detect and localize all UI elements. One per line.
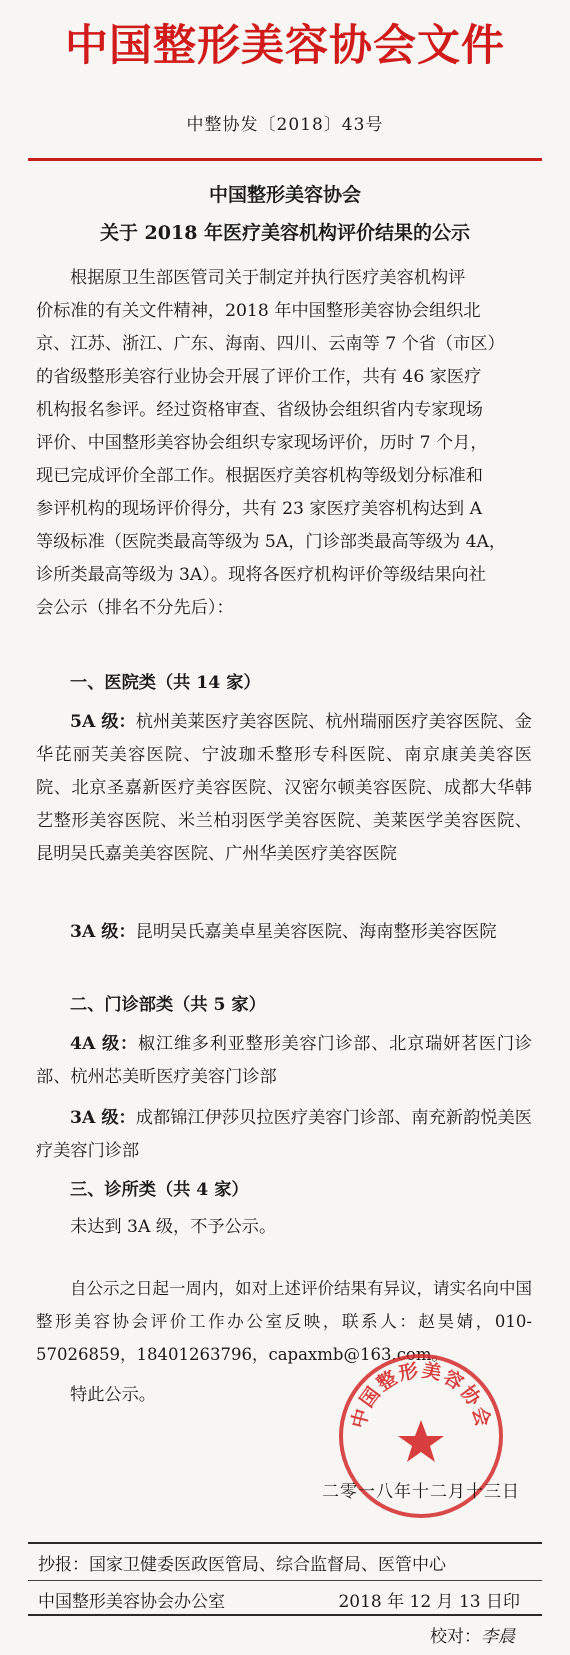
notice-title-line1: 中国整形美容协会 [208,184,361,206]
intro-line: 机构报名参评。经过资格审查、省级协会组织省内专家现场 [36,400,483,420]
intro-line: 会公示（排名不分先后）： [36,598,234,618]
issuing-office: 中国整形美容协会办公室 [38,1592,225,1612]
proof-name: 李晨 [481,1627,515,1647]
clinics-3a-list [36,1102,532,1168]
hospitals-5a-list [36,706,532,871]
grade-3a-label: 3A 级： [70,1108,136,1128]
notice-date: 二零一八年十二月十三日 [322,1482,520,1502]
grade-5a-text: 杭州美莱医疗美容医院、杭州瑞丽医疗美容医院、金华芘丽芙美容医院、宁波珈禾整形专科医院、南京康美美容医院、北京圣嘉新医疗美容医院、汉密尔顿美容医院、成都大华韩艺整形美容医院、米兰柏羽医学美容医院、美莱医学美容医院、昆明吴氏嘉美美容医院、广州华美医疗美容医院 [36,712,532,864]
intro-line: 评价、中国整形美容协会组织专家现场评价，历时 7 个月， [36,433,488,453]
intro-line: 的省级整形美容行业协会开展了评价工作，共有 46 家医疗 [36,367,482,387]
grade-4a-label: 4A 级： [70,1034,138,1054]
intro-line: 现已完成评价全部工作。根据医疗美容机构等级划分标准和 [36,466,483,486]
intro-paragraph [36,262,532,625]
print-date: 2018 年 12 月 13 日印 [338,1592,520,1612]
intro-line: 京、江苏、浙江、广东、海南、四川、云南等 7 个省（市区） [36,334,505,354]
section-clinics-heading: 二、门诊部类（共 5 家） [70,995,266,1015]
grade-3a-text: 昆明吴氏嘉美卓星美容医院、海南整形美容医院 [135,922,497,942]
notice-title-line2: 关于 2018 年医疗美容机构评价结果的公示 [99,222,471,244]
proof-label: 校对： [430,1627,481,1647]
grade-3a-text: 成都锦江伊莎贝拉医疗美容门诊部、南充新韵悦美医疗美容门诊部 [36,1108,532,1161]
intro-line: 价标准的有关文件精神，2018 年中国整形美容协会组织北 [36,301,481,321]
notice-statement: 特此公示。 [70,1385,156,1405]
intro-line: 参评机构的现场评价得分，共有 23 家医疗美容机构达到 A [36,499,482,519]
intro-line: 诊所类最高等级为 3A）。现将各医疗机构评价等级结果向社 [36,565,486,585]
proofreader [430,1622,515,1647]
grade-3a-label: 3A 级： [70,922,136,942]
section-small-clinics-heading: 三、诊所类（共 4 家） [70,1180,249,1200]
grade-5a-label: 5A 级： [70,712,136,732]
footer-rule-top [28,1542,542,1544]
svg-text:中国整形美容协会 [347,1359,496,1431]
footer-rule-bottom [28,1614,542,1616]
intro-line: 等级标准（医院类最高等级为 5A，门诊部类最高等级为 4A， [36,532,507,552]
section-hospitals-heading: 一、医院类（共 14 家） [70,673,261,693]
document-number: 中整协发〔2018〕43号 [186,115,384,135]
header-red-rule [28,158,542,161]
small-clinics-note: 未达到 3A 级，不予公示。 [70,1217,277,1237]
footer-rule-mid [28,1580,542,1581]
clinics-4a-list [36,1028,532,1094]
seal-text: 中国整形美容协会 [347,1359,495,1431]
org-header-title: 中国整形美容协会文件 [65,21,505,71]
intro-line: 根据原卫生部医管司关于制定并执行医疗美容机构评 [70,268,466,288]
copy-to-line: 抄报：国家卫健委医政医管局、综合监督局、医管中心 [38,1555,446,1575]
hospitals-3a-list [36,916,532,949]
grade-4a-text: 椒江维多利亚整形美容门诊部、北京瑞妍茗医门诊部、杭州芯美昕医疗美容门诊部 [36,1034,532,1087]
objection-paragraph: 自公示之日起一周内，如对上述评价结果有异议，请实名向中国整形美容协会评价工作办公室反映，联系人：赵昊婧，010-57026859，18401263796，capaxmb@163.com。 [36,1279,532,1364]
